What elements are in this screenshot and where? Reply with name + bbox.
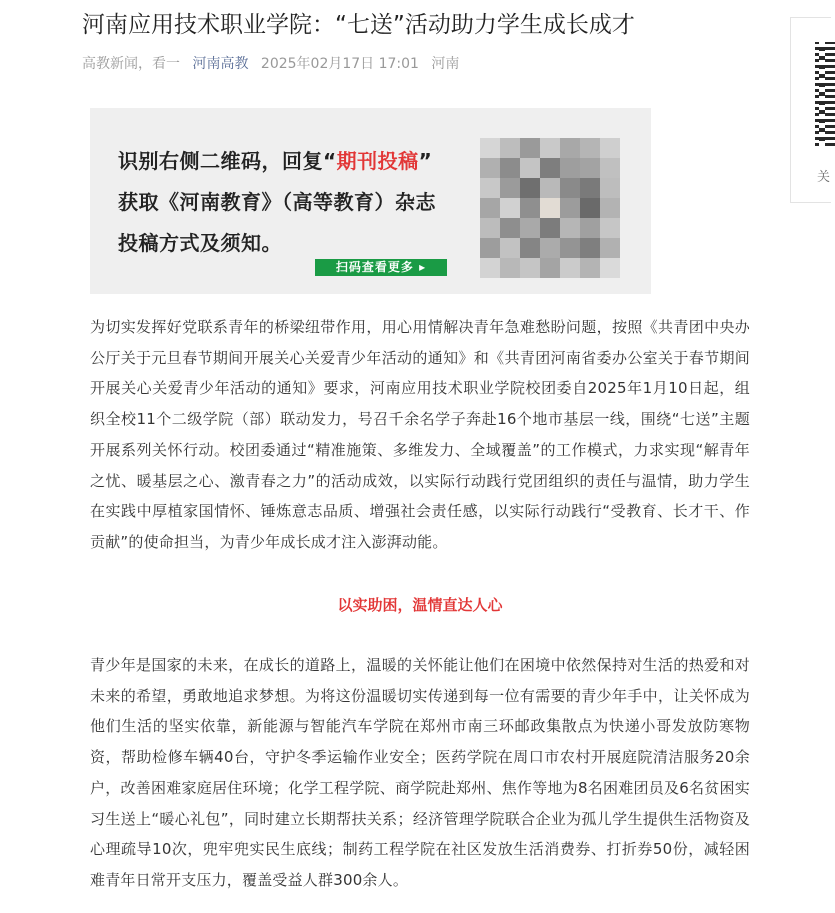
- meta-date: 2025年02月17日 17:01: [260, 56, 419, 72]
- banner-line-1: [118, 145, 432, 174]
- qr-code-image: [480, 138, 620, 278]
- article-paragraph-2: 青少年是国家的未来，在成长的道路上，温暖的关怀能让他们在困境中依然保持对生活的热爱和对未来的希望，勇敢地追求梦想。为将这份温暖切实传递到每一位有需要的青少年手中，让关怀成为他们生活的坚实依靠，新能源与智能汽车学院在郑州市南三环邮政集散点为快递小哥发放防寒物资，帮助检修车辆40台，守护冬季运输作业安全；医药学院在周口市农村开展庭院清洁服务20余户，改善困难家庭居住环境；化学工程学院、商学院赴郑州、焦作等地为8名困难团员及6名贫困实习生送上“暖心礼包”，同时建立长期帮扶关系；经济管理学院联合企业为孤儿学生提供生活物资及心理疏导10次，兜牢兜实民生底线；制药工程学院在社区发放生活消费券、打折券50份，减轻困难青年日常开支压力，覆盖受益人群300余人。: [90, 656, 750, 889]
- article-title: 河南应用技术职业学院：“七送”活动助力学生成长成才: [82, 12, 635, 38]
- banner-line-3: 投稿方式及须知。: [118, 231, 282, 255]
- banner-line-1-prefix: 识别右侧二维码，回复“: [118, 149, 337, 173]
- meta-source: 高教新闻，看一: [82, 56, 180, 72]
- side-panel-label: 关: [817, 170, 831, 185]
- banner-highlight: 期刊投稿: [336, 149, 419, 173]
- article-paragraph-1: 为切实发挥好党联系青年的桥梁纽带作用，用心用情解决青年急难愁盼问题，按照《共青团中央办公厅关于元旦春节期间开展关心关爱青少年活动的通知》和《共青团河南省委办公室关于春节期间开展关心关爱青少年活动的通知》要求，河南应用技术职业学院校团委自2025年1月10日起，组织全校11个二级学院（部）联动发力，号召千余名学子奔赴16个地市基层一线，围绕“七送”主题开展系列关怀行动。校团委通过“精准施策、多维发力、全域覆盖”的工作模式，力求实现“解青年之忧、暖基层之心、激青春之力”的活动成效，以实际行动践行党团组织的责任与温情，助力学生在实践中厚植家国情怀、锤炼意志品质、增强社会责任感，以实际行动践行“受教育、长才干、作贡献”的使命担当，为青少年成长成才注入澎湃动能。: [90, 318, 750, 551]
- section-subheading: 以实助困，温情直达人心: [337, 596, 503, 614]
- meta-location: 河南: [431, 56, 460, 72]
- promo-banner[interactable]: [90, 108, 651, 294]
- banner-line-1-suffix: ”: [418, 149, 433, 173]
- side-qr-panel[interactable]: [790, 17, 831, 203]
- banner-line-2: 获取《河南教育》（高等教育）杂志: [118, 190, 436, 214]
- side-qr-icon: [815, 42, 835, 146]
- meta-account-link[interactable]: 河南高教: [192, 56, 249, 72]
- article-meta: [82, 53, 467, 75]
- scan-more-button[interactable]: 扫码查看更多 ▸: [315, 259, 447, 276]
